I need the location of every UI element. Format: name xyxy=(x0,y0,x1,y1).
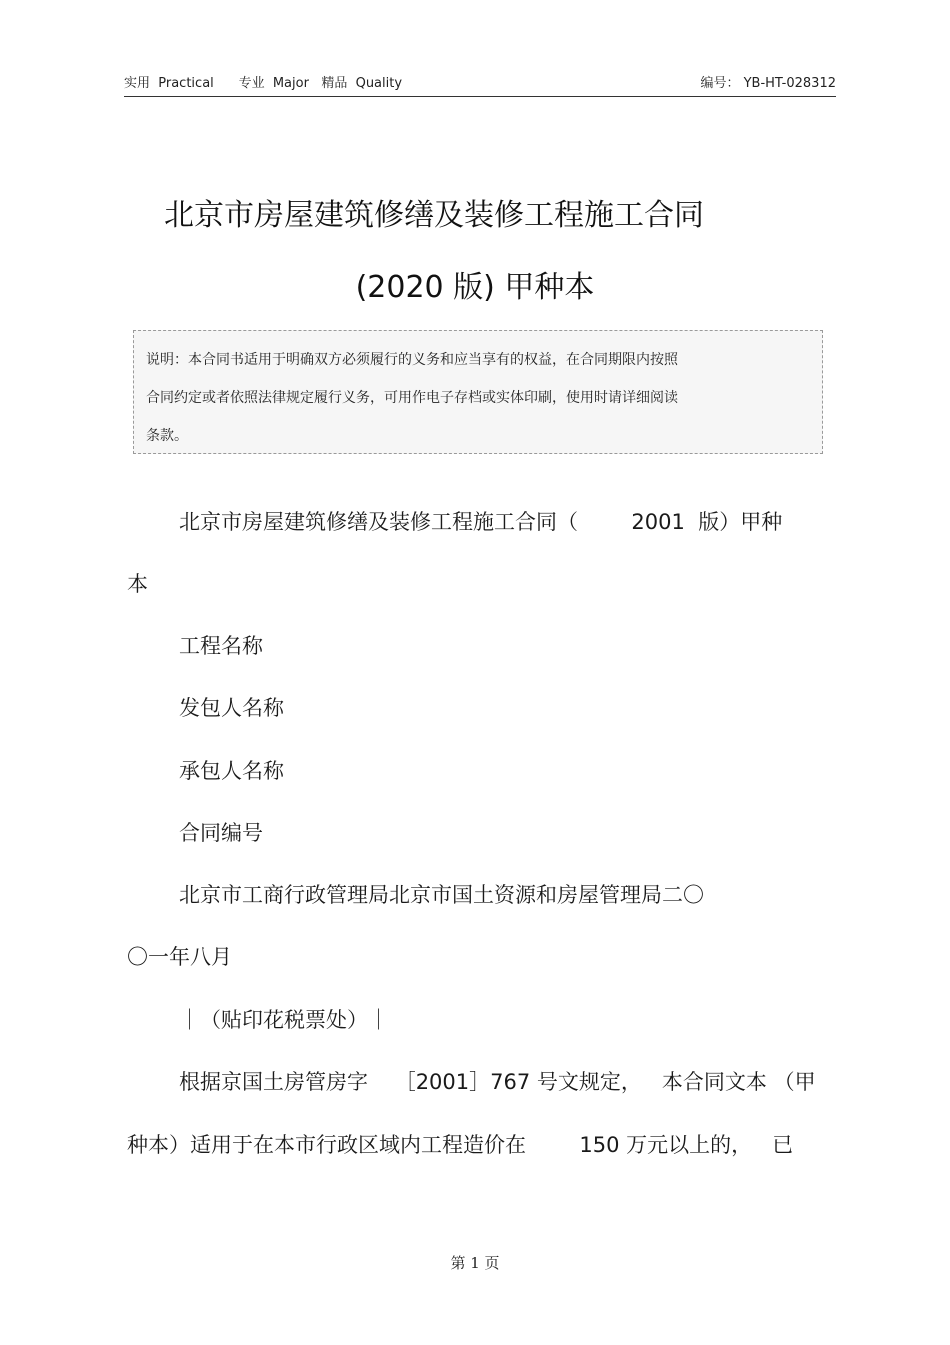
body-paragraph: 根据京国土房管房字 ［2001］767 号文规定， 本合同文本 （甲 xyxy=(179,1070,816,1094)
employer-name-label: 发包人名称 xyxy=(179,696,284,720)
body-paragraph: 北京市房屋建筑修缮及装修工程施工合同（ 2001 版）甲种 xyxy=(179,510,783,534)
document-subtitle: (2020 版) 甲种本 xyxy=(355,270,595,305)
notice-line: 说明：本合同书适用于明确双方必须履行的义务和应当享有的权益，在合同期限内按照 xyxy=(146,352,678,368)
page-number: 第 1 页 xyxy=(450,1254,500,1272)
issuer-line: 北京市工商行政管理局北京市国土资源和房屋管理局二〇 xyxy=(179,883,704,907)
page-header xyxy=(124,72,836,97)
stamp-tax-note: ｜（贴印花税票处）｜ xyxy=(179,1008,389,1032)
document-title: 北京市房屋建筑修缮及装修工程施工合同 xyxy=(164,198,704,233)
notice-line: 条款。 xyxy=(146,428,188,444)
contractor-name-label: 承包人名称 xyxy=(179,759,284,783)
body-paragraph: 本 xyxy=(127,572,148,596)
project-name-label: 工程名称 xyxy=(179,634,263,658)
header-tagline: 实用 Practical 专业 Major 精品 Quality xyxy=(124,76,403,91)
notice-box xyxy=(133,330,823,454)
issue-date: 〇一年八月 xyxy=(127,945,232,969)
document-number: 编号： YB-HT-028312 xyxy=(700,76,836,91)
body-paragraph: 种本）适用于在本市行政区域内工程造价在 150 万元以上的， 已 xyxy=(127,1133,794,1157)
notice-line: 合同约定或者依照法律规定履行义务，可用作电子存档或实体印刷，使用时请详细阅读 xyxy=(146,390,678,406)
contract-number-label: 合同编号 xyxy=(179,821,263,845)
